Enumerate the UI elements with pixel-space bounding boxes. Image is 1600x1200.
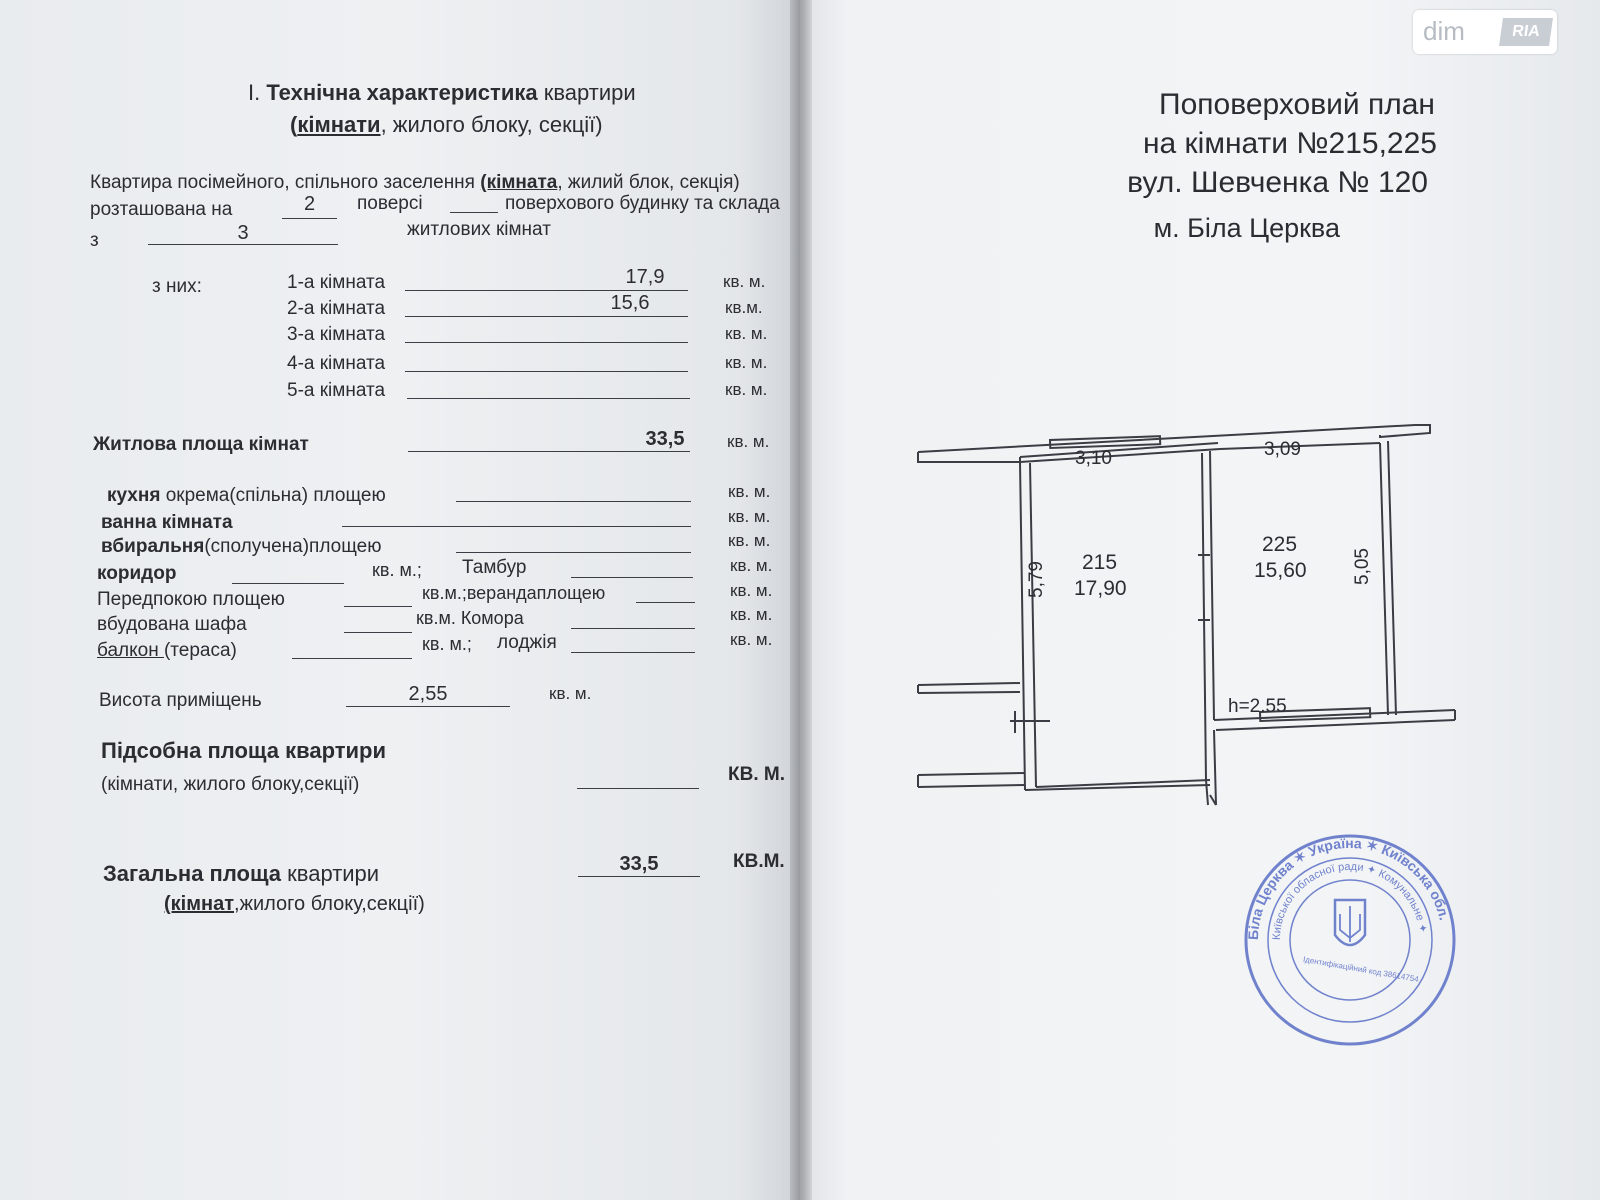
section-subtitle: (кімнати, жилого блоку, секції) <box>290 112 603 137</box>
rooms-count-text: житлових кімнат <box>407 219 551 240</box>
height-value: 2,55 <box>408 683 448 705</box>
watermark-badge: RIA <box>1499 18 1553 46</box>
watermark-logo: dim <box>1423 16 1465 46</box>
section-title: I. Технічна характеристика квартири <box>248 80 636 105</box>
loggia-unit: кв. м. <box>730 630 773 649</box>
stamp-code: Ідентифікаційний код 38614754 <box>1302 954 1420 984</box>
book-spine <box>790 0 812 1200</box>
aux-area-unit: КВ. М. <box>728 764 785 785</box>
of-them-label: з них: <box>152 276 202 297</box>
right-page <box>800 0 1600 1200</box>
living-area-value: 33,5 <box>645 428 685 450</box>
aux-area-title: Підсобна площа квартири <box>101 738 386 763</box>
wardrobe-unit: кв.м. Комора <box>416 608 524 628</box>
apartment-type-line: Квартира посімейного, спільного заселення (кімната, жилий блок, секція) <box>90 172 740 193</box>
room-2-label: 2-а кімната <box>287 298 386 319</box>
room-225-number: 225 <box>1262 533 1298 556</box>
height-unit: кв. м. <box>549 684 592 703</box>
wc-unit: кв. м. <box>728 531 771 550</box>
aux-area-subtitle: (кімнати, жилого блоку,секції) <box>101 774 360 795</box>
floor-mid: поверсі <box>357 193 423 214</box>
total-area-subtitle: (кімнат,жилого блоку,секції) <box>164 893 425 915</box>
wardrobe-label: вбудована шафа <box>97 614 247 635</box>
plan-title-line-1: Поповерховий план <box>1159 88 1435 121</box>
room-1-unit: кв. м. <box>723 272 766 291</box>
total-area-label: Загальна площа квартири <box>103 861 380 886</box>
dim-ria-watermark <box>1413 10 1557 54</box>
total-area-unit: КВ.М. <box>733 851 785 872</box>
ceiling-height: h=2.55 <box>1228 696 1287 717</box>
rooms-count-label: з <box>90 230 99 251</box>
rooms-count-value: 3 <box>237 222 249 244</box>
living-area-unit: кв. м. <box>727 432 770 451</box>
room-4-label: 4-а кімната <box>287 353 386 374</box>
room-5-unit: кв. м. <box>725 380 768 399</box>
room-225-length: 5,05 <box>1352 548 1373 585</box>
bath-label: ванна кімната <box>101 512 233 533</box>
room-1-value: 17,9 <box>625 266 665 288</box>
tambur-label: Тамбур <box>462 557 527 578</box>
room-5-label: 5-а кімната <box>287 380 386 401</box>
room-4-unit: кв. м. <box>725 353 768 372</box>
plan-title-line-4: м. Біла Церква <box>1153 213 1340 243</box>
floor-label: розташована на <box>90 199 233 220</box>
room-1-label: 1-а кімната <box>287 272 386 293</box>
hall-label: Передпокою площею <box>97 589 285 610</box>
living-area-label: Житлова площа кімнат <box>93 434 309 455</box>
room-3-unit: кв. м. <box>725 324 768 343</box>
kitchen-label: кухня окрема(спільна) площею <box>107 485 386 506</box>
official-stamp <box>1240 830 1460 1050</box>
tambur-unit: кв. м. <box>730 556 773 575</box>
floor-plan <box>910 415 1470 825</box>
room-215-area: 17,90 <box>1074 577 1127 600</box>
balcony-label: балкон (тераса) <box>97 640 237 661</box>
bath-unit: кв. м. <box>728 507 771 526</box>
stamp-outer-text: Біла Церква ✶ Україна ✶ Київська обл. <box>1244 834 1453 941</box>
plan-title-line-2: на кімнати №215,225 <box>1142 127 1437 160</box>
veranda-unit: кв. м. <box>730 581 773 600</box>
balcony-unit: кв. м.; <box>422 634 472 654</box>
room-2-value: 15,6 <box>610 292 650 314</box>
height-label: Висота приміщень <box>99 690 262 711</box>
room-215-number: 215 <box>1082 551 1118 574</box>
wc-label: вбиральня(сполучена)площею <box>101 536 382 557</box>
kitchen-unit: кв. м. <box>728 482 771 501</box>
room-215-length: 5,79 <box>1026 561 1047 598</box>
corridor-label: коридор <box>97 563 177 584</box>
floor-value: 2 <box>303 193 316 215</box>
room-225-area: 15,60 <box>1254 559 1307 582</box>
room-2-unit: кв.м. <box>725 298 763 317</box>
hall-unit: кв.м.;верандаплощею <box>422 583 606 603</box>
room-225-width: 3,09 <box>1264 439 1301 460</box>
plan-title-line-3: вул. Шевченка № 120 <box>1127 166 1428 199</box>
corridor-unit: кв. м.; <box>372 560 422 580</box>
stamp-inner-text: Київської обласної ради ✦ Комунальне ✦ <box>1270 860 1429 941</box>
room-215-width: 3,10 <box>1075 448 1112 469</box>
room-3-label: 3-а кімната <box>287 324 386 345</box>
storeroom-unit: кв. м. <box>730 605 773 624</box>
total-area-value: 33,5 <box>619 853 659 875</box>
loggia-label: лоджія <box>497 632 557 653</box>
building-floors-text: поверхового будинку та склада <box>505 193 780 214</box>
